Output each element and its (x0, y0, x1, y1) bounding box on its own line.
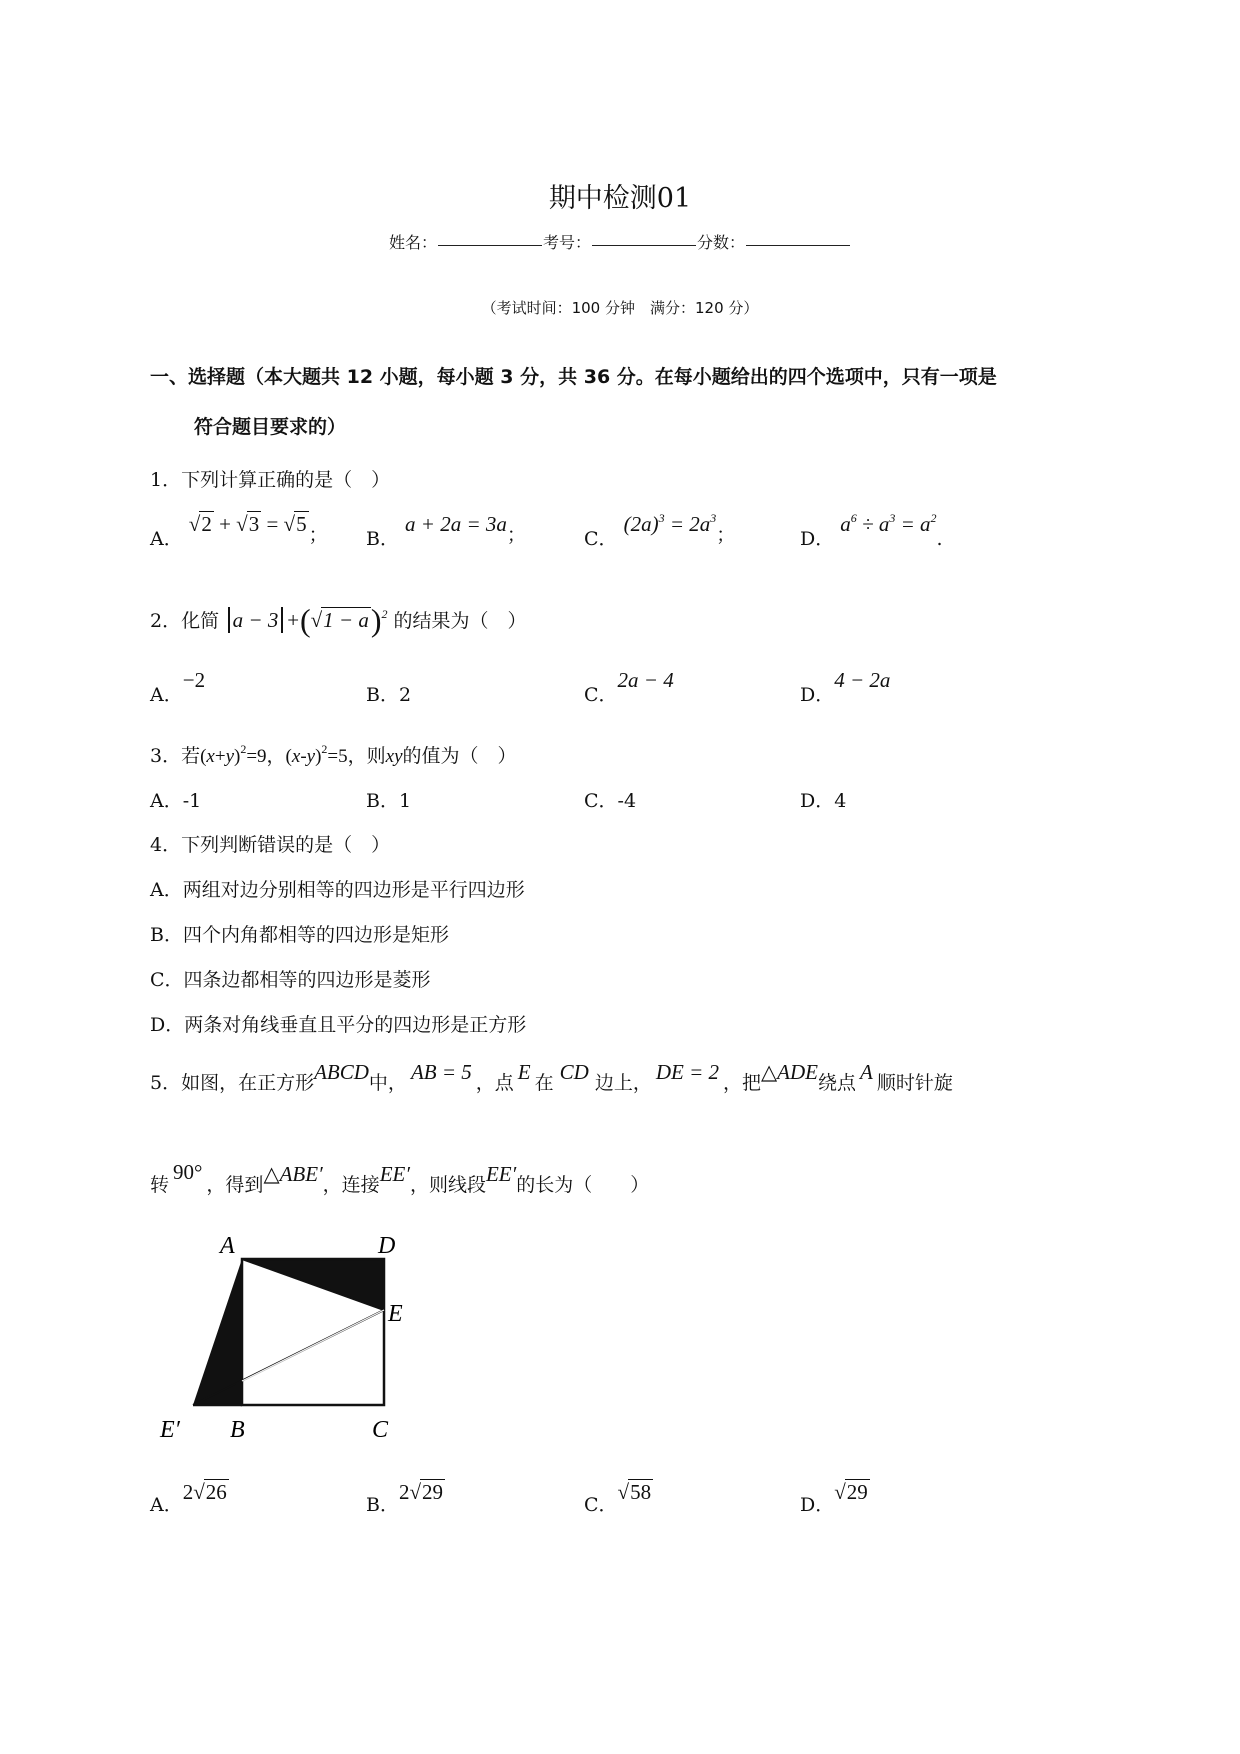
q5-text: ，则线段 (409, 1174, 486, 1196)
q3-condition: $(x+y)^2=9$，$(x-y)^2=5$，则xy (200, 742, 403, 767)
q5-text: ，把 (723, 1072, 762, 1094)
q2-d-label: D． (800, 684, 835, 706)
q5-b-rad: 29 (422, 1480, 443, 1504)
q1-d-label: D． (800, 528, 835, 550)
q3-option-d: D．4 (800, 790, 847, 812)
q5-d-label: D． (800, 1494, 835, 1516)
q3-prefix: 3．若 (150, 745, 201, 767)
segment-e-prime-e-highlight (242, 1310, 384, 1381)
q5-seg: EE′ (379, 1162, 410, 1186)
q5-tri-ade: △ADE (761, 1060, 818, 1084)
q2-c-value: 2a − 4 (617, 668, 674, 692)
label-c: C (372, 1417, 389, 1443)
page-title: 期中检测01 (548, 183, 692, 214)
q5-text: 在 (534, 1072, 554, 1094)
q5-option-d (800, 1480, 870, 1517)
score-blank[interactable] (746, 244, 850, 246)
q1-option-b: B． a + 2a = 3a； (366, 512, 526, 550)
q2-suffix: 的结果为（ ） (393, 610, 527, 632)
q5-text: 转 (150, 1174, 170, 1196)
q2-prefix: 2．化简 (150, 610, 220, 632)
q5-text: ，点 (475, 1072, 514, 1094)
q5-d-rad: 29 (846, 1480, 868, 1504)
q2-option-b: B．2 (366, 684, 412, 706)
q5-side-cd: CD (559, 1060, 589, 1084)
label-d: D (378, 1233, 396, 1259)
q5-option-a (150, 1480, 229, 1517)
q5-text: 5．如图，在正方形 (150, 1072, 315, 1094)
q5-b-coef: 2 (398, 1480, 410, 1504)
id-blank[interactable] (592, 244, 696, 246)
q5-a-label: A． (150, 1494, 183, 1516)
q5-text: 的长为（ ） (516, 1174, 650, 1196)
q2-d-value: 4 − 2a (834, 668, 891, 692)
q5-point-a: A (860, 1060, 873, 1084)
q3-option-b: B．1 (366, 790, 412, 812)
q5-text: 顺时针旋 (876, 1072, 953, 1094)
q5-a-coef: 2 (182, 1480, 194, 1504)
question-1-stem: 1．下列计算正确的是（ ） (150, 469, 391, 491)
name-label: 姓名： (388, 233, 437, 252)
question-2-stem (150, 602, 527, 639)
q5-b-value: 2√29 (398, 1480, 443, 1504)
student-info-line (0, 230, 1240, 253)
q1-option-d: D． $a^6 \div a^3 = a^2$. (800, 511, 943, 550)
q5-point-e: E (517, 1060, 531, 1084)
q5-d-value: √29 (834, 1480, 868, 1504)
q1-b-formula: a + 2a = 3a (405, 512, 507, 536)
q5-b-label: B． (366, 1494, 399, 1516)
id-label: 考号： (542, 233, 591, 252)
q2-option-d (800, 668, 891, 707)
question-4-stem: 4．下列判断错误的是（ ） (150, 834, 391, 856)
q1-a-formula: √2 + √3 = √5 (188, 512, 307, 536)
q5-option-b (366, 1480, 445, 1517)
q5-text: 中， (368, 1072, 407, 1094)
q5-c-value: √58 (617, 1480, 652, 1504)
question-5-stem-line2 (150, 1160, 650, 1197)
q4-option-d: D．两条对角线垂直且平分的四边形是正方形 (150, 1014, 527, 1036)
q5-text: 边上， (594, 1072, 652, 1094)
q1-c-label: C． (584, 528, 618, 550)
q3-suffix: 的值为（ ） (402, 745, 517, 767)
q3-option-c: C．-4 (584, 790, 637, 812)
label-a: A (220, 1233, 235, 1259)
q5-a-value: 2√26 (182, 1480, 227, 1504)
q5-figure (150, 1225, 430, 1445)
q5-text: ，连接 (322, 1174, 380, 1196)
label-b: B (230, 1417, 245, 1443)
q1-a-label: A． (150, 528, 183, 550)
q1-b-label: B． (366, 528, 399, 550)
q2-expression: $a - 3 +(√1 - a)^2$ (225, 608, 387, 632)
exam-info: （考试时间：100 分钟 满分：120 分） (481, 299, 759, 317)
q5-square: ABCD (314, 1060, 369, 1084)
q5-option-c (584, 1480, 653, 1517)
q1-option-c: C． $(2a)^3 = 2a^3$； (584, 511, 736, 550)
shaded-triangle-abe-prime (193, 1259, 242, 1405)
q5-angle: 90° (173, 1160, 203, 1184)
q5-text: ，得到 (206, 1174, 264, 1196)
section-heading-line1: 一、选择题（本大题共 12 小题，每小题 3 分，共 36 分。在每小题给出的四个选项中，只有一项是 (150, 366, 997, 388)
q1-d-formula: $a^6 \div a^3 = a^2$ (840, 511, 937, 536)
q5-c-rad: 58 (630, 1480, 652, 1504)
q4-option-a: A．两组对边分别相等的四边形是平行四边形 (150, 879, 525, 901)
q2-a-value: −2 (182, 668, 206, 692)
q2-option-c (584, 668, 674, 707)
q2-option-a (150, 668, 206, 707)
q1-option-a: A． √2 + √3 = √5 ； (150, 512, 328, 550)
q5-a-rad: 26 (205, 1480, 227, 1504)
q5-c-label: C． (584, 1494, 618, 1516)
question-3-stem (150, 741, 517, 768)
q4-option-b: B．四个内角都相等的四边形是矩形 (150, 924, 449, 946)
q2-a-label: A． (150, 684, 183, 706)
q5-ab: AB = 5 (410, 1060, 472, 1084)
q5-text: 绕点 (818, 1072, 857, 1094)
q4-option-c: C．四条边都相等的四边形是菱形 (150, 969, 431, 991)
question-5-stem-line1 (150, 1060, 953, 1095)
q2-c-label: C． (584, 684, 618, 706)
q5-tri-abe: △ABE′ (263, 1162, 323, 1186)
name-blank[interactable] (438, 244, 542, 246)
label-e: E (388, 1301, 403, 1327)
q5-de: DE = 2 (655, 1060, 719, 1084)
q5-seg: EE′ (485, 1162, 517, 1186)
section-heading-line2: 符合题目要求的） (194, 416, 347, 438)
q1-c-formula: $(2a)^3 = 2a^3$ (623, 511, 717, 536)
label-e-prime: E′ (160, 1417, 180, 1443)
score-label: 分数： (697, 233, 746, 252)
q3-option-a: A．-1 (150, 790, 202, 812)
